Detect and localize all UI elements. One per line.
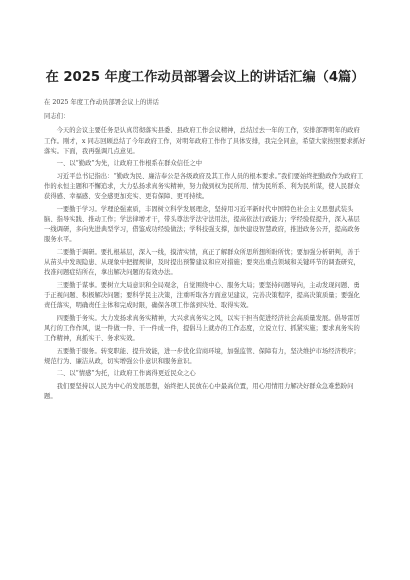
body-paragraph: 我们要坚持以人民为中心的发展思想，始终把人民放在心中最高位置，用心用情用力解决好群众急难愁盼问题。	[44, 382, 354, 400]
body-paragraph: 今天的会议主要任务是认真贯彻落实县委、县政府工作会议精神，总结过去一年的工作，安排部署明年的政府工作。刚才，x 同志回顾总结了今年政府工作，对明年政府工作作了具体安排，我完全同意，希望大家按照要求抓好落实。下面，我再强调几点意见。	[44, 127, 366, 155]
body-paragraph: 三要勤于谋事。要树立大局意识和全局观念，自觉围绕中心、服务大局；要坚持问题导向，主动发现问题、勇于正视问题、积极解决问题；要科学民主决策，注重听取各方面意见建议，完善决策程序，提高决策质量；要强化责任落实，明确责任主体和完成时限，确保各项工作落到实处、取得实效。	[44, 281, 360, 310]
section-heading: 二、以“情感”为托，让政府工作离得更近民众之心	[56, 370, 196, 378]
body-paragraph: 同志们：	[44, 113, 70, 121]
body-paragraph: 二要勤于调研。要扎根基层，深入一线，摸清实情，真正了解群众所思所想所盼所忧；要加强分析研判，善于从苗头中发现隐患、从现象中把握规律，及时提出预警建议和应对措施；要突出重点领域和关键环节的调查研究，找准问题症结所在，拿出解决问题的有效办法。	[44, 248, 360, 277]
section-heading: 一、以“勤政”为先，让政府工作根系在群众信任之中	[56, 160, 203, 168]
document-body	[44, 98, 366, 402]
document-title: 在 2025 年度工作动员部署会议上的讲话汇编（4篇）	[45, 70, 365, 85]
body-paragraph: 习近平总书记指出：“勤政为民、廉洁奉公是各级政府及其工作人员的根本要求。”我们要始终把勤政作为政府工作的永恒主题和不懈追求，大力弘扬求真务实精神，努力做到权为民所用、情为民所系、利为民所谋，使人民群众获得感、幸福感、安全感更加充实、更有保障、更可持续。	[44, 172, 364, 201]
body-paragraph: 一要勤于学习。学理论强素质，丰固树立科学发展理念，坚持用习近平新时代中国特色社会主义思想武装头脑、指导实践、推动工作；学法律增才干，带头尊法学法守法用法，提高依法行政能力；学经验促提升，深入基层一线调研，多向先进典型学习，借鉴成功经验做法；学科技强支撑，加快建设智慧政府，推进政务公开，提高政务服务水平。	[44, 205, 360, 244]
body-paragraph: 五要勤于服务。转变职能、提升效能，进一步优化营商环境，加强监管、保障有力，坚决维护市场经济秩序；规范行为、廉洁从政，切实增强公仆意识和服务意识。	[44, 347, 360, 365]
body-paragraph: 四要勤于务实。大力发扬求真务实精神，大兴求真务实之风，以实干担当促进经济社会高质量发展。倡导雷厉风行的工作作风，说一件做一件、干一件成一件，提倡马上就办的工作态度，立说立行、抓紧实施；要求真务实的工作精神，真抓实干、务求实效。	[44, 314, 360, 343]
body-paragraph: 在 2025 年度工作动员部署会议上的讲话	[44, 99, 159, 106]
